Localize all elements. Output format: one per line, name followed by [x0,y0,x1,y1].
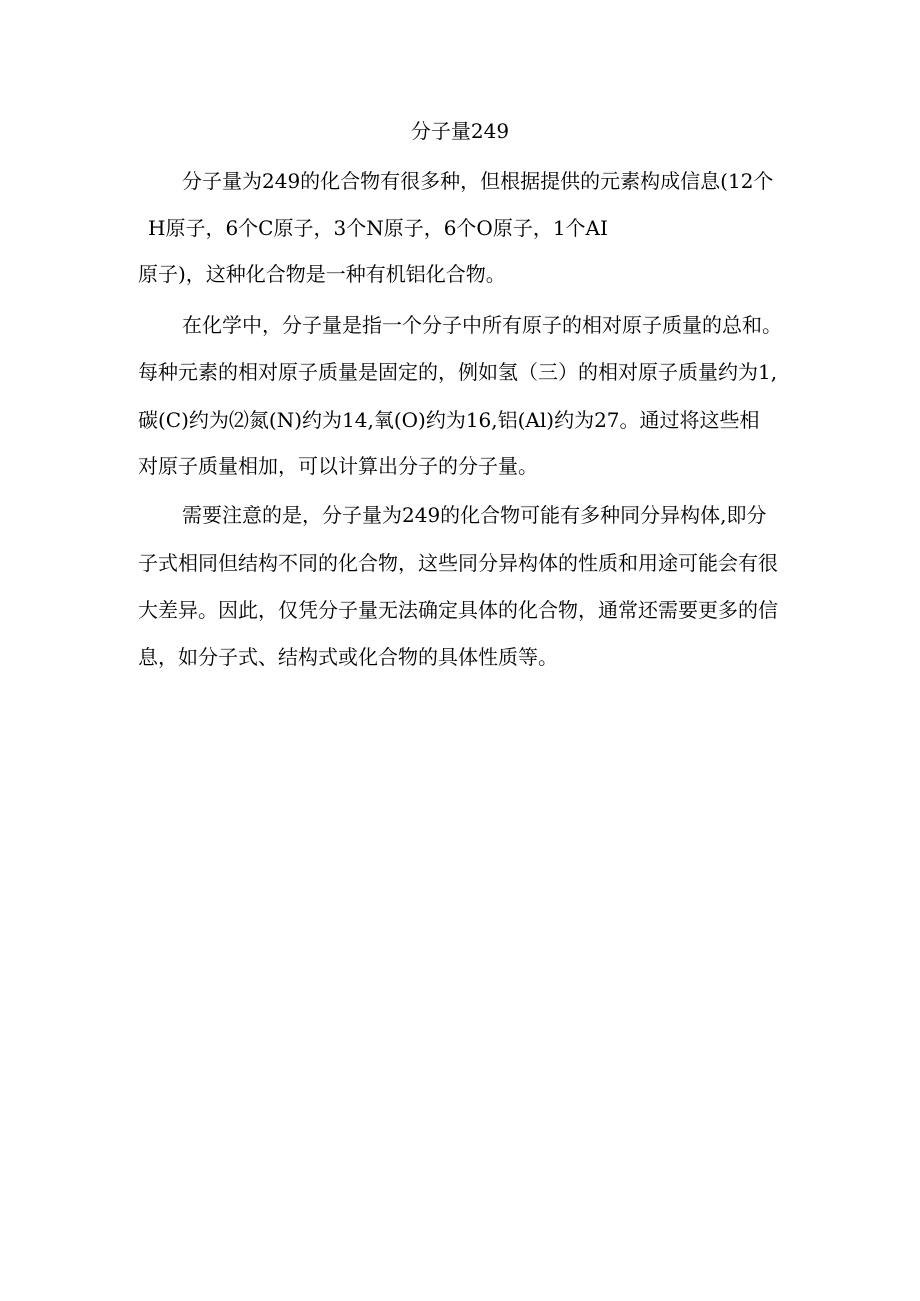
paragraph-3-line-2: 子式相同但结构不同的化合物，这些同分异构体的性质和用途可能会有很 [138,551,778,575]
document-title: 分子量249 [410,119,510,143]
paragraph-2-line-1: 在化学中，分子量是指一个分子中所有原子的相对原子质量的总和。 [182,313,782,337]
paragraph-3-line-3: 大差异。因此，仅凭分子量无法确定具体的化合物，通常还需要更多的信 [138,598,778,622]
paragraph-1-line-1: 分子量为249的化合物有很多种，但根据提供的元素构成信息(12个 [182,169,774,193]
paragraph-2-line-4: 对原子质量相加，可以计算出分子的分子量。 [138,454,538,478]
paragraph-3-line-4: 息，如分子式、结构式或化合物的具体性质等。 [138,645,558,669]
paragraph-2-line-2: 每种元素的相对原子质量是固定的，例如氢（三）的相对原子质量约为1, [138,360,778,384]
paragraph-1-line-2: H原子，6个C原子，3个N原子，6个O原子，1个AI [148,216,608,240]
paragraph-1-line-3: 原子)，这种化合物是一种有机铝化合物。 [138,262,506,286]
paragraph-3-line-1: 需要注意的是，分子量为249的化合物可能有多种同分异构体,即分 [182,503,767,527]
paragraph-2-line-3: 碳(C)约为⑵氮(N)约为14,氧(O)约为16,铝(Al)约为27。通过将这些相 [138,408,760,432]
